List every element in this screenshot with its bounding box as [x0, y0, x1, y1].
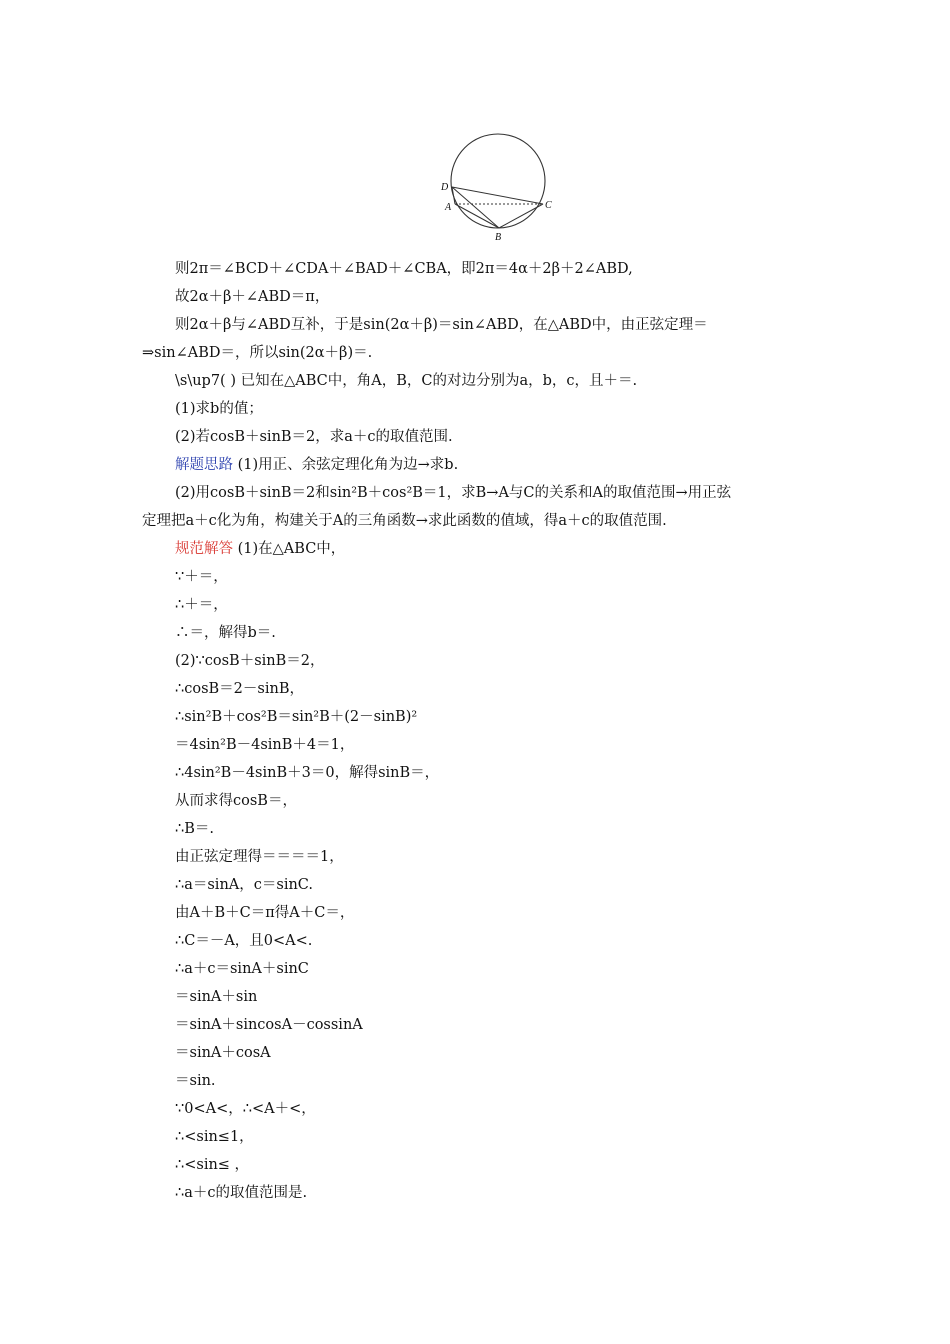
text-line: ∴C＝－A，且0<A<. [175, 933, 313, 949]
circle-quadrilateral-figure [436, 132, 556, 244]
segment-ab [455, 204, 499, 228]
text-line: ＝sinA＋cosA [175, 1045, 271, 1061]
solving-idea-tag: 解题思路 [175, 457, 233, 473]
text-line: ＝4sin²B－4sinB＋4＝1， [175, 737, 355, 753]
problem-statement: \s\up7( ) 已知在△ABC中，角A，B，C的对边分别为a，b，c，且＋＝. [175, 373, 638, 389]
text-line: ∴<sin≤ ， [175, 1157, 250, 1173]
text-line: ＝sinA＋sin [175, 989, 258, 1005]
text-line: ∴B＝. [175, 821, 214, 837]
circumcircle [451, 134, 545, 228]
standard-answer [175, 539, 345, 559]
label-a: A [445, 202, 452, 213]
text-line: ∴＋＝， [175, 597, 228, 613]
question-1: (1)求b的值； [175, 401, 263, 417]
text-line: ＝sinA＋sincosA－cossinA [175, 1017, 363, 1033]
text-line: ⇒sin∠ABD＝，所以sin(2α＋β)＝. [142, 345, 373, 361]
text-line: ＝sin. [175, 1073, 216, 1089]
text-line: (2)用cosB＋sinB＝2和sin²B＋cos²B＝1，求B→A与C的关系和A的取值范围→用正弦 [175, 485, 732, 501]
label-b: B [495, 232, 502, 243]
text-line: ∴<sin≤1， [175, 1129, 254, 1145]
text-line: 故2α＋β＋∠ABD＝π， [175, 289, 330, 305]
geometry-diagram [436, 132, 556, 244]
question-2: (2)若cosB＋sinB＝2，求a＋c的取值范围. [175, 429, 453, 445]
standard-answer-tag: 规范解答 [175, 541, 233, 557]
text-line: ∴＝，解得b＝. [175, 625, 276, 641]
text-line: ∴a＋c的取值范围是. [175, 1185, 308, 1201]
text-line: ∴sin²B＋cos²B＝sin²B＋(2－sinB)² [175, 709, 418, 725]
label-d: D [441, 182, 449, 193]
text-line: (2)∵cosB＋sinB＝2， [175, 653, 325, 669]
text-line: ∴a＝sinA，c＝sinC. [175, 877, 313, 893]
text-line: ∴cosB＝2－sinB， [175, 681, 304, 697]
text-line: ∴4sin²B－4sinB＋3＝0，解得sinB＝， [175, 765, 440, 781]
text-line: 则2α＋β与∠ABD互补，于是sin(2α＋β)＝sin∠ABD，在△ABD中，由正弦定理＝ [175, 317, 708, 333]
text-line: 定理把a＋c化为角，构建关于A的三角函数→求此函数的值域，得a＋c的取值范围. [142, 513, 667, 529]
text-line: ∵0<A<，∴<A＋<， [175, 1101, 316, 1117]
text-line: 由A＋B＋C＝π得A＋C＝， [175, 905, 355, 921]
text-line: 由正弦定理得＝＝＝＝1， [175, 849, 344, 865]
text-line: ∵＋＝， [175, 569, 228, 585]
solving-idea-text: (1)用正、余弦定理化角为边→求b. [233, 457, 459, 473]
segment-dc [452, 187, 543, 204]
solving-idea [175, 455, 458, 475]
label-c: C [545, 200, 552, 211]
standard-answer-text: (1)在△ABC中， [233, 541, 346, 557]
text-line: 从而求得cosB＝， [175, 793, 297, 809]
segment-cb [499, 204, 543, 228]
text-line: 则2π＝∠BCD＋∠CDA＋∠BAD＋∠CBA，即2π＝4α＋2β＋2∠ABD, [175, 261, 633, 277]
text-line: ∴a＋c＝sinA＋sinC [175, 961, 309, 977]
